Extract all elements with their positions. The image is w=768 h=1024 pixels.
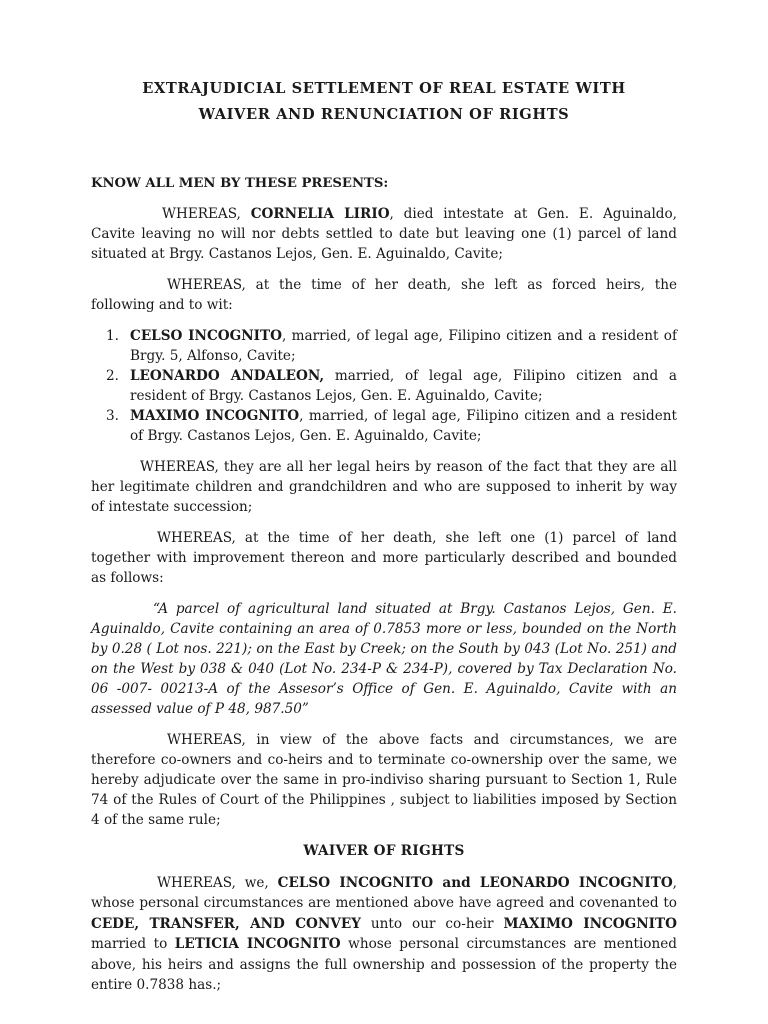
conveyance-terms: CEDE, TRANSFER, AND CONVEY xyxy=(91,915,361,932)
waiver-text: WHEREAS, we, xyxy=(157,875,278,891)
heir-name: CELSO INCOGNITO xyxy=(130,328,282,344)
heir-details: , married, of legal age, Filipino citizen and a resident of Brgy. 5, Alfonso, Cavite; xyxy=(130,328,677,364)
waiver-text: , whose personal circumstances are mentioned above have agreed and covenanted to xyxy=(91,875,677,912)
whereas-lead: WHEREAS, xyxy=(162,206,251,222)
list-number: 1. xyxy=(106,328,119,344)
whereas-text: , died intestate at Gen. E. Aguinaldo, Cavite leaving no will nor debts settled to date but leaving one (1) parcel of land situated at Brgy. Castanos Lejos, Gen. E. Aguinaldo, Cavite; xyxy=(91,206,678,262)
whereas-paragraph-2: WHEREAS, at the time of her death, she left as forced heirs, the following and to wit: xyxy=(91,277,677,313)
heir-details: married, of legal age, Filipino citizen and a resident of Brgy. Castanos Lejos, Gen. E. Aguinaldo, Cavite; xyxy=(130,368,677,404)
list-item xyxy=(91,326,677,366)
list-item xyxy=(91,406,677,446)
list-number: 2. xyxy=(106,368,119,384)
list-item xyxy=(91,366,677,406)
waiver-text: whose personal circumstances are mentioned above, his heirs and assigns the full ownership and possession of the property the entire 0.7838 has.; xyxy=(91,936,677,994)
spouse-name: LETICIA INCOGNITO xyxy=(174,936,341,953)
whereas-paragraph-5: WHEREAS, in view of the above facts and circumstances, we are therefore co-owners and co-heirs and to terminate co-ownership over the same, we hereby adjudicate over the same in pro-indiviso sharing pursuant to Section 1, Rule 74 of the Rules of Court of the Philippines , subject to liabilities imposed by Section 4 of the same rule; xyxy=(91,732,677,828)
waiver-text: married to xyxy=(91,936,175,953)
deceased-name: CORNELIA LIRIO xyxy=(250,206,390,222)
preamble: KNOW ALL MEN BY THESE PRESENTS: xyxy=(91,176,389,191)
waiver-text: unto our co-heir xyxy=(360,915,504,932)
list-number: 3. xyxy=(106,408,119,424)
whereas-paragraph-1 xyxy=(91,204,677,264)
waiving-heirs: CELSO INCOGNITO and LEONARDO INCOGNITO xyxy=(277,875,673,891)
whereas-paragraph-4: WHEREAS, at the time of her death, she left one (1) parcel of land together with improvement thereon and more particularly described and bounded as follows: xyxy=(91,530,677,586)
property-description: “A parcel of agricultural land situated at Brgy. Castanos Lejos, Gen. E. Aguinaldo, Cavite containing an area of 0.7853 more or less, bounded on the North by 0.28 ( Lot nos. 221); on the East by Creek; on the South by 043 (Lot No. 251) and on the West by 038 & 040 (Lot No. 234-P & 234-P), covered by Tax Declaration No. 06 -007- 00213-A of the Assesor’s Office of Gen. E. Aguinaldo, Cavite with an assessed value of P 48, 987.50” xyxy=(91,601,677,717)
document-title-line-2: WAIVER AND RENUNCIATION OF RIGHTS xyxy=(198,106,570,123)
whereas-paragraph-3: WHEREAS, they are all her legal heirs by reason of the fact that they are all her legitimate children and grandchildren and who are supposed to inherit by way of intestate succession; xyxy=(91,459,677,515)
recipient-heir: MAXIMO INCOGNITO xyxy=(503,915,678,932)
heirs-list xyxy=(91,326,677,446)
heir-details: , married, of legal age, Filipino citizen and a resident of Brgy. Castanos Lejos, Gen. E. Aguinaldo, Cavite; xyxy=(130,408,677,444)
waiver-paragraph xyxy=(91,873,677,995)
heir-name: LEONARDO ANDALEON, xyxy=(130,368,325,384)
heir-name: MAXIMO INCOGNITO xyxy=(130,408,300,424)
document-title-line-1: EXTRAJUDICIAL SETTLEMENT OF REAL ESTATE WITH xyxy=(142,80,626,97)
section-heading: WAIVER OF RIGHTS xyxy=(303,843,465,859)
document-body xyxy=(91,76,677,995)
